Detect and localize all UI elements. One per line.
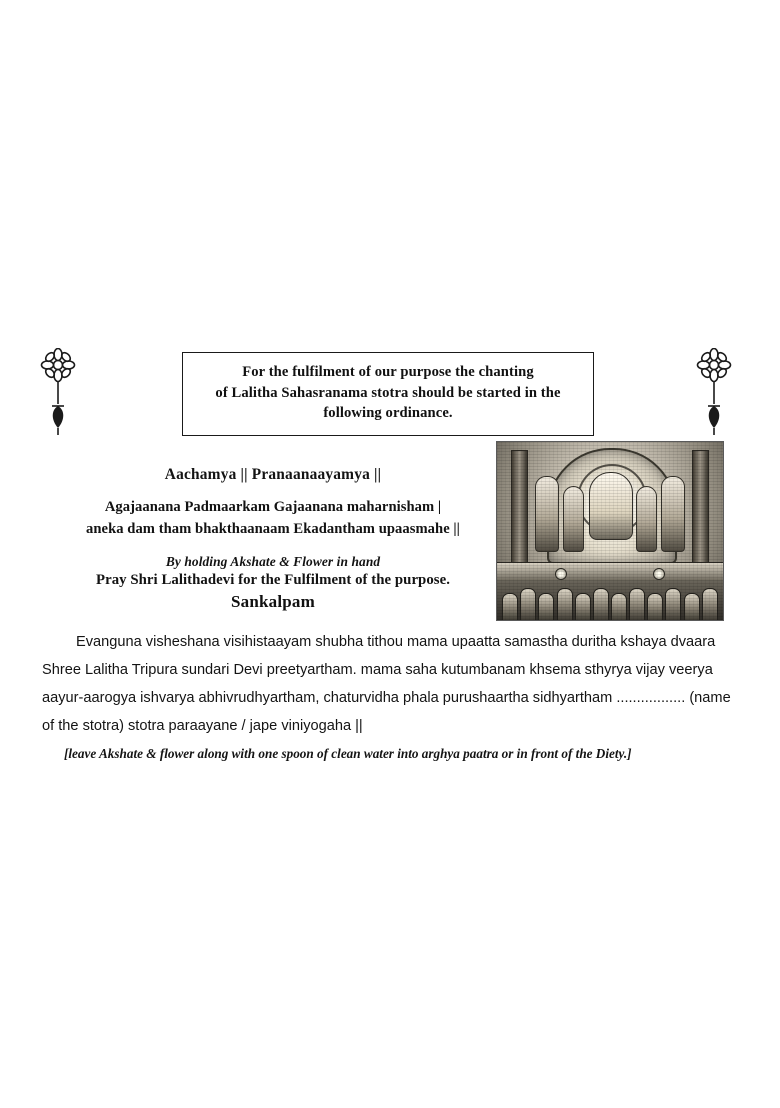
sankalpam-title: Sankalpam (230, 592, 315, 611)
heading-box (182, 352, 594, 436)
lalitha-devi-temple-photograph (496, 441, 724, 621)
heading-line-1: For the fulfilment of our purpose the chanting (242, 364, 534, 380)
aachamya-line: Aachamya || Pranaanaayamya || (164, 466, 382, 483)
ganesha-sloka-line-2: aneka dam tham bhakthaanaam Ekadantham upaasmahe || (86, 520, 460, 537)
instruction-akshate-line: By holding Akshate & Flower in hand (165, 553, 381, 569)
instruction-pray-line: Pray Shri Lalithadevi for the Fulfilment of the purpose. (96, 571, 450, 588)
mantra-block (58, 466, 488, 589)
sankalpam-text: Evanguna visheshana visihistaayam shubha tithou mama upaatta samastha duritha kshaya dvaara Shree Lalitha Tripura sundari Devi preetyartham. mama saha kutumbanam khsema sthyrya vijay veerya aayur-aarogya ishvarya abhivrudhyartham, chaturvidha phala purushaartha sidhyartham ................. (name of the stotra) stotra paraayane / jape viniyogaha || (42, 634, 731, 735)
photo-halftone-grain (497, 442, 723, 620)
ganesha-sloka-line-1: Agajaanana Padmaarkam Gajaanana maharnisham | (104, 499, 442, 515)
floral-hanging-ornament-left (38, 348, 78, 438)
floral-hanging-ornament-right (694, 348, 734, 438)
heading-line-2: of Lalitha Sahasranama stotra should be started in the (215, 384, 561, 401)
sankalpam-paragraph (42, 628, 742, 740)
akshate-note: [leave Akshate & flower along with one spoon of clean water into arghya paatra or in front of the Diety.] (64, 746, 632, 761)
heading-line-3: following ordinance. (323, 405, 453, 422)
